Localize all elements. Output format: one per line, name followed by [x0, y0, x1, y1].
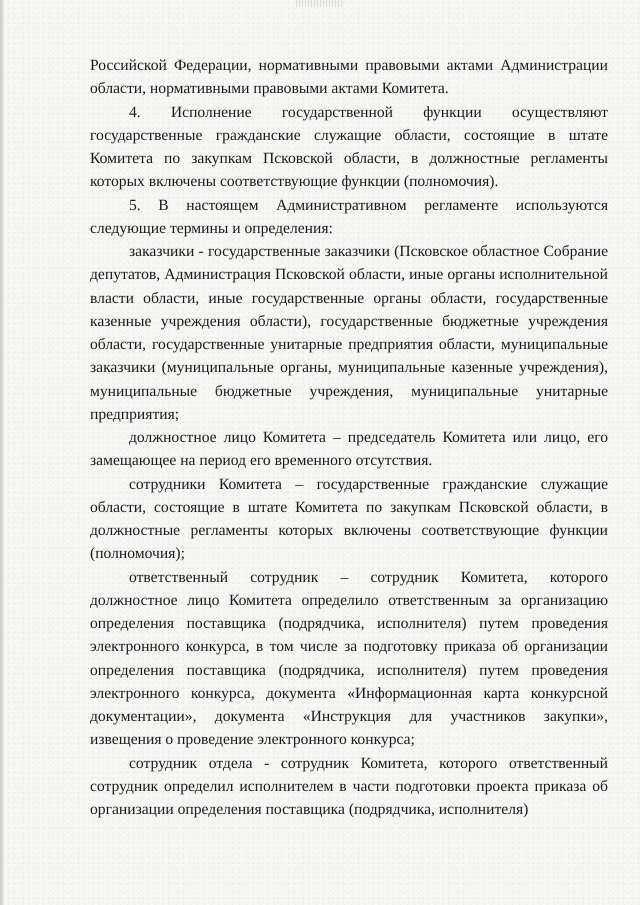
paragraph-6: сотрудники Комитета – государственные гражданские служащие области, состоящие в штате Комитета по закупкам Псковской области, в должностные регламенты которых включены соответствующие функции (полномочия); — [90, 475, 608, 563]
paragraph-8: сотрудник отдела - сотрудник Комитета, которого ответственный сотрудник определил исполнителем в части подготовки проекта приказа об организации определения поставщика (подрядчика, исполнителя) — [90, 754, 608, 818]
scan-artifact — [296, 0, 342, 7]
paragraph-5: должностное лицо Комитета – председатель Комитета или лицо, его замещающее на период его временного отсутствия. — [90, 429, 608, 470]
paragraph-1: Российской Федерации, нормативными правовыми актами Администрации области, нормативными правовыми актами Комитета. — [90, 57, 608, 98]
paragraph-2: 4. Исполнение государственной функции осуществляют государственные гражданские служащие области, состоящие в штате Комитета по закупкам Псковской области, в должностные регламенты которых включены соответствующие функции (полномочия). — [90, 103, 608, 191]
paragraph-3: 5. В настоящем Административном регламенте используются следующие термины и определения: — [90, 196, 608, 237]
paragraph-7: ответственный сотрудник – сотрудник Комитета, которого должностное лицо Комитета определило ответственным за организацию определения поставщика (подрядчика, исполнителя) путем проведения электронного конкурса, в том числе за подготовку приказа об организации определения поставщика (подрядчика, исполнителя) путем проведения электронного конкурса, документа «Информационная карта конкурсной документации», документа «Инструкция для участников закупки», извещения о проведение электронного конкурса; — [90, 568, 608, 749]
paragraph-4: заказчики - государственные заказчики (Псковское областное Собрание депутатов, Администрация Псковской области, иные органы исполнительной власти области, иные государственные органы области, государственные казенные учреждения области), государственные бюджетные учреждения области, государственные унитарные предприятия области, муниципальные заказчики (муниципальные органы, муниципальные казенные учреждения), муниципальные бюджетные учреждения, муниципальные унитарные предприятия; — [90, 243, 608, 423]
scan-edge — [0, 0, 4, 905]
document-body — [90, 54, 608, 821]
